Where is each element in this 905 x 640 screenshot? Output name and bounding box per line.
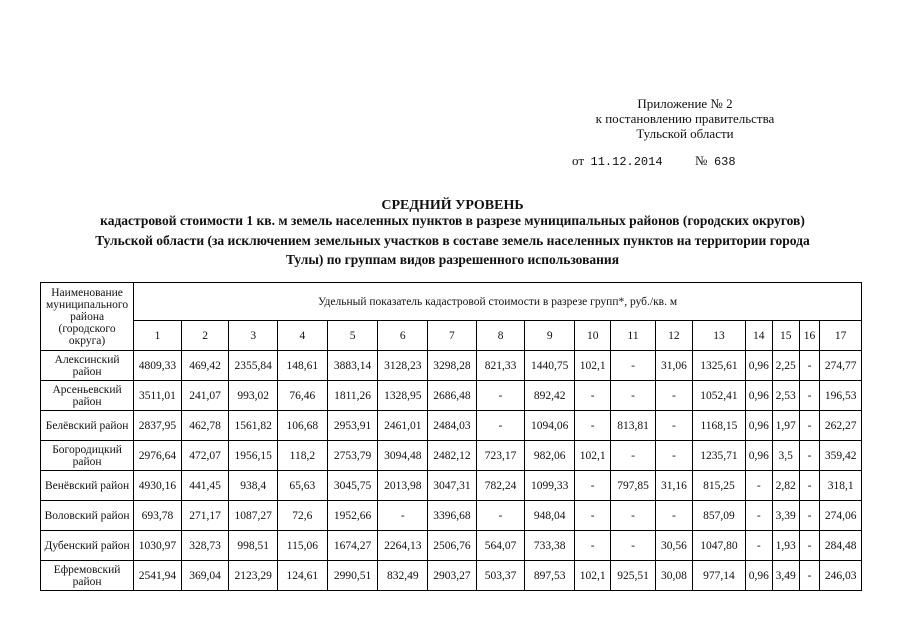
value-cell: - bbox=[745, 471, 772, 501]
value-cell: 3396,68 bbox=[428, 501, 477, 531]
order-number: 638 bbox=[713, 155, 736, 169]
order-date: 11.12.2014 bbox=[590, 155, 663, 169]
value-cell: 2013,98 bbox=[378, 471, 428, 501]
value-cell: 2355,84 bbox=[229, 351, 278, 381]
value-cell: 2903,27 bbox=[428, 561, 477, 591]
value-cell: 2461,01 bbox=[378, 411, 428, 441]
value-cell: 1087,27 bbox=[229, 501, 278, 531]
column-number-header: 16 bbox=[799, 321, 820, 351]
value-cell: 925,51 bbox=[611, 561, 656, 591]
district-name: Арсеньевский район bbox=[41, 381, 134, 411]
column-number-header: 11 bbox=[611, 321, 656, 351]
subtitle-line-2: Тульской области (за исключением земельных участков в составе земель населенных пунктов на территории города bbox=[95, 232, 810, 248]
value-cell: 2506,76 bbox=[428, 531, 477, 561]
value-cell: - bbox=[575, 471, 611, 501]
value-cell: 31,16 bbox=[655, 471, 692, 501]
value-cell: 274,06 bbox=[820, 501, 862, 531]
subtitle-line-1: кадастровой стоимости 1 кв. м земель населенных пунктов в разрезе муниципальных районов (городских округов) bbox=[100, 213, 805, 228]
table-row bbox=[41, 501, 862, 531]
appendix-line-3: Тульской области bbox=[636, 126, 734, 141]
value-cell: 1956,15 bbox=[229, 441, 278, 471]
value-cell: 30,56 bbox=[655, 531, 692, 561]
table-row bbox=[41, 411, 862, 441]
value-cell: 124,61 bbox=[278, 561, 328, 591]
value-cell: - bbox=[799, 531, 820, 561]
name-column-header: Наименование муниципального района (городского округа) bbox=[41, 283, 134, 351]
value-cell: 0,96 bbox=[745, 381, 772, 411]
value-cell: 274,77 bbox=[820, 351, 862, 381]
value-cell: - bbox=[745, 531, 772, 561]
value-cell: 284,48 bbox=[820, 531, 862, 561]
value-cell: 2686,48 bbox=[428, 381, 477, 411]
value-cell: 3,49 bbox=[772, 561, 799, 591]
value-cell: 3883,14 bbox=[327, 351, 378, 381]
value-cell: 1,97 bbox=[772, 411, 799, 441]
value-cell: 241,07 bbox=[181, 381, 229, 411]
value-cell: 271,17 bbox=[181, 501, 229, 531]
value-cell: - bbox=[799, 471, 820, 501]
value-cell: 1235,71 bbox=[693, 441, 746, 471]
column-number-header: 15 bbox=[772, 321, 799, 351]
value-cell: 359,42 bbox=[820, 441, 862, 471]
value-cell: 1052,41 bbox=[693, 381, 746, 411]
document-subtitle bbox=[20, 211, 885, 270]
value-cell: 813,81 bbox=[611, 411, 656, 441]
value-cell: - bbox=[575, 501, 611, 531]
value-cell: - bbox=[575, 381, 611, 411]
subtitle-line-3: Тулы) по группам видов разрешенного использования bbox=[286, 252, 619, 267]
appendix-block bbox=[560, 96, 810, 141]
document-title: СРЕДНИЙ УРОВЕНЬ bbox=[381, 198, 524, 213]
value-cell: 1440,75 bbox=[525, 351, 575, 381]
value-cell: - bbox=[611, 441, 656, 471]
value-cell: 76,46 bbox=[278, 381, 328, 411]
value-cell: 148,61 bbox=[278, 351, 328, 381]
value-cell: 1325,61 bbox=[693, 351, 746, 381]
value-cell: 196,53 bbox=[820, 381, 862, 411]
value-cell: 3,5 bbox=[772, 441, 799, 471]
value-cell: - bbox=[799, 501, 820, 531]
value-cell: 1328,95 bbox=[378, 381, 428, 411]
value-cell: 2837,95 bbox=[134, 411, 182, 441]
cadastral-value-table bbox=[40, 282, 862, 591]
value-cell: 3094,48 bbox=[378, 441, 428, 471]
value-cell: 2990,51 bbox=[327, 561, 378, 591]
value-cell: 118,2 bbox=[278, 441, 328, 471]
value-cell: 3128,23 bbox=[378, 351, 428, 381]
value-cell: 503,37 bbox=[476, 561, 525, 591]
value-cell: - bbox=[611, 381, 656, 411]
table-row bbox=[41, 381, 862, 411]
value-cell: 892,42 bbox=[525, 381, 575, 411]
value-cell: 2753,79 bbox=[327, 441, 378, 471]
value-cell: 782,24 bbox=[476, 471, 525, 501]
value-cell: - bbox=[655, 501, 692, 531]
value-cell: - bbox=[476, 411, 525, 441]
value-cell: 821,33 bbox=[476, 351, 525, 381]
column-number-header: 17 bbox=[820, 321, 862, 351]
table-row bbox=[41, 561, 862, 591]
value-cell: 246,03 bbox=[820, 561, 862, 591]
value-cell: 1094,06 bbox=[525, 411, 575, 441]
value-cell: 0,96 bbox=[745, 561, 772, 591]
value-cell: 982,06 bbox=[525, 441, 575, 471]
value-cell: - bbox=[655, 441, 692, 471]
value-cell: 977,14 bbox=[693, 561, 746, 591]
value-cell: 3298,28 bbox=[428, 351, 477, 381]
value-cell: 1168,15 bbox=[693, 411, 746, 441]
appendix-line-2: к постановлению правительства bbox=[595, 111, 775, 126]
value-cell: 723,17 bbox=[476, 441, 525, 471]
value-cell: 815,25 bbox=[693, 471, 746, 501]
value-cell: - bbox=[378, 501, 428, 531]
value-cell: 1,93 bbox=[772, 531, 799, 561]
district-name: Воловский район bbox=[41, 501, 134, 531]
value-cell: 102,1 bbox=[575, 441, 611, 471]
value-cell: 30,08 bbox=[655, 561, 692, 591]
column-number-header: 7 bbox=[428, 321, 477, 351]
appendix-line-1: Приложение № 2 bbox=[637, 96, 733, 111]
value-cell: 1811,26 bbox=[327, 381, 378, 411]
table-row bbox=[41, 441, 862, 471]
column-number-row bbox=[41, 321, 862, 351]
value-cell: 318,1 bbox=[820, 471, 862, 501]
value-cell: 938,4 bbox=[229, 471, 278, 501]
table-row bbox=[41, 471, 862, 501]
value-cell: - bbox=[575, 411, 611, 441]
value-cell: 328,73 bbox=[181, 531, 229, 561]
value-cell: - bbox=[799, 561, 820, 591]
district-name: Ефремовский район bbox=[41, 561, 134, 591]
value-cell: 72,6 bbox=[278, 501, 328, 531]
value-cell: 102,1 bbox=[575, 561, 611, 591]
column-number-header: 14 bbox=[745, 321, 772, 351]
column-number-header: 4 bbox=[278, 321, 328, 351]
value-cell: 1952,66 bbox=[327, 501, 378, 531]
value-cell: 369,04 bbox=[181, 561, 229, 591]
value-cell: 115,06 bbox=[278, 531, 328, 561]
column-number-header: 10 bbox=[575, 321, 611, 351]
value-cell: 2976,64 bbox=[134, 441, 182, 471]
value-cell: 472,07 bbox=[181, 441, 229, 471]
column-number-header: 6 bbox=[378, 321, 428, 351]
value-cell: - bbox=[611, 531, 656, 561]
order-reference bbox=[572, 153, 736, 169]
value-cell: 3045,75 bbox=[327, 471, 378, 501]
value-cell: 564,07 bbox=[476, 531, 525, 561]
value-cell: 0,96 bbox=[745, 411, 772, 441]
value-cell: 1047,80 bbox=[693, 531, 746, 561]
value-cell: - bbox=[611, 351, 656, 381]
value-cell: 102,1 bbox=[575, 351, 611, 381]
value-cell: 462,78 bbox=[181, 411, 229, 441]
column-number-header: 2 bbox=[181, 321, 229, 351]
value-cell: 3047,31 bbox=[428, 471, 477, 501]
value-cell: - bbox=[476, 501, 525, 531]
value-cell: 0,96 bbox=[745, 351, 772, 381]
value-cell: 4930,16 bbox=[134, 471, 182, 501]
order-number-label: № bbox=[695, 153, 708, 168]
column-number-header: 13 bbox=[693, 321, 746, 351]
value-cell: - bbox=[799, 351, 820, 381]
value-cell: 1674,27 bbox=[327, 531, 378, 561]
value-cell: 797,85 bbox=[611, 471, 656, 501]
group-column-header: Удельный показатель кадастровой стоимости в разрезе групп*, руб./кв. м bbox=[134, 283, 862, 321]
value-cell: 262,27 bbox=[820, 411, 862, 441]
value-cell: - bbox=[476, 381, 525, 411]
value-cell: 733,38 bbox=[525, 531, 575, 561]
value-cell: - bbox=[655, 381, 692, 411]
value-cell: 3511,01 bbox=[134, 381, 182, 411]
column-number-header: 3 bbox=[229, 321, 278, 351]
column-number-header: 5 bbox=[327, 321, 378, 351]
value-cell: 0,96 bbox=[745, 441, 772, 471]
column-number-header: 12 bbox=[655, 321, 692, 351]
value-cell: 993,02 bbox=[229, 381, 278, 411]
value-cell: 4809,33 bbox=[134, 351, 182, 381]
value-cell: 2,82 bbox=[772, 471, 799, 501]
value-cell: 2,53 bbox=[772, 381, 799, 411]
value-cell: - bbox=[799, 411, 820, 441]
column-number-header: 8 bbox=[476, 321, 525, 351]
district-name: Дубенский район bbox=[41, 531, 134, 561]
value-cell: - bbox=[575, 531, 611, 561]
district-name: Белёвский район bbox=[41, 411, 134, 441]
value-cell: - bbox=[799, 441, 820, 471]
value-cell: 832,49 bbox=[378, 561, 428, 591]
value-cell: 948,04 bbox=[525, 501, 575, 531]
value-cell: 65,63 bbox=[278, 471, 328, 501]
district-name: Алексинский район bbox=[41, 351, 134, 381]
value-cell: - bbox=[611, 501, 656, 531]
value-cell: 106,68 bbox=[278, 411, 328, 441]
value-cell: 693,78 bbox=[134, 501, 182, 531]
column-number-header: 9 bbox=[525, 321, 575, 351]
value-cell: 441,45 bbox=[181, 471, 229, 501]
value-cell: 2953,91 bbox=[327, 411, 378, 441]
value-cell: 31,06 bbox=[655, 351, 692, 381]
column-number-header: 1 bbox=[134, 321, 182, 351]
order-from-label: от bbox=[572, 153, 585, 168]
value-cell: 1099,33 bbox=[525, 471, 575, 501]
value-cell: 2484,03 bbox=[428, 411, 477, 441]
value-cell: 998,51 bbox=[229, 531, 278, 561]
value-cell: 469,42 bbox=[181, 351, 229, 381]
value-cell: 3,39 bbox=[772, 501, 799, 531]
value-cell: - bbox=[799, 381, 820, 411]
value-cell: - bbox=[745, 501, 772, 531]
value-cell: 2,25 bbox=[772, 351, 799, 381]
value-cell: 897,53 bbox=[525, 561, 575, 591]
value-cell: 1561,82 bbox=[229, 411, 278, 441]
district-name: Богородицкий район bbox=[41, 441, 134, 471]
table-row bbox=[41, 531, 862, 561]
value-cell: 2482,12 bbox=[428, 441, 477, 471]
value-cell: 1030,97 bbox=[134, 531, 182, 561]
value-cell: 2123,29 bbox=[229, 561, 278, 591]
value-cell: 2264,13 bbox=[378, 531, 428, 561]
table-row bbox=[41, 351, 862, 381]
value-cell: - bbox=[655, 411, 692, 441]
value-cell: 2541,94 bbox=[134, 561, 182, 591]
district-name: Венёвский район bbox=[41, 471, 134, 501]
value-cell: 857,09 bbox=[693, 501, 746, 531]
